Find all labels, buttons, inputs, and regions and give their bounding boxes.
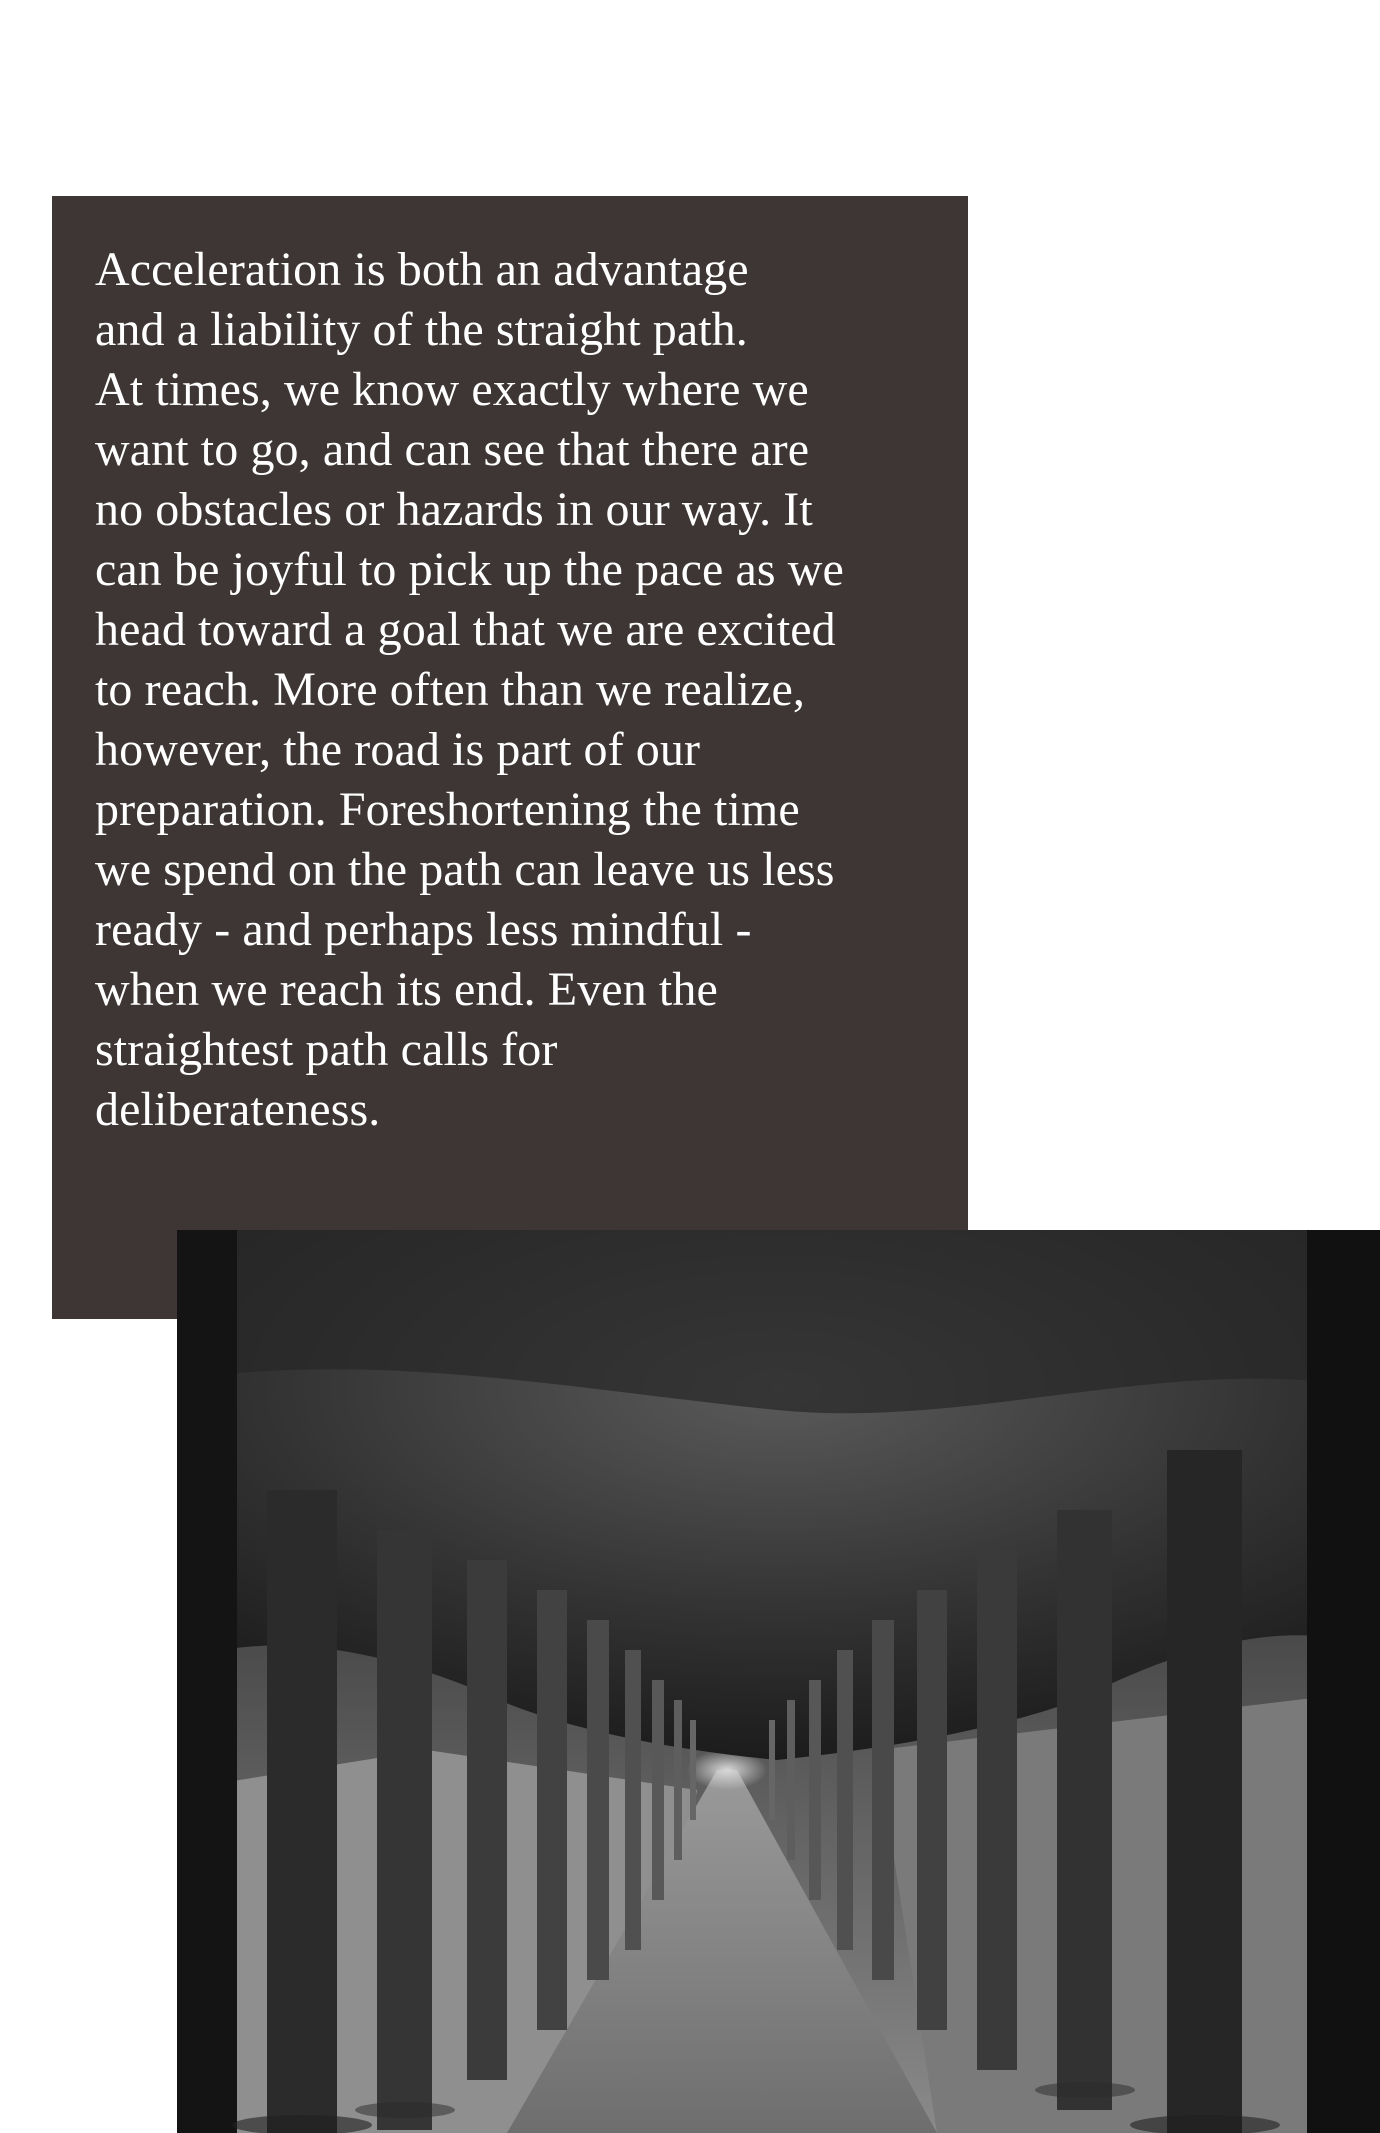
- tree-lined-path-photo: [177, 1230, 1380, 2133]
- text-panel: [52, 196, 968, 1319]
- panel-paragraph: Acceleration is both an advantage and a liability of the straight path. At times, we know exactly where we want to go, and can see that there are no obstacles or hazards in our way. It can be joyful to pick up the pace as we head toward a goal that we are excited to reach. More often than we realize, however, the road is part of our preparation. Foreshortening the time we spend on the path can leave us less ready - and perhaps less mindful - when we reach its end. Even the straightest path calls for deliberateness.: [95, 243, 844, 1136]
